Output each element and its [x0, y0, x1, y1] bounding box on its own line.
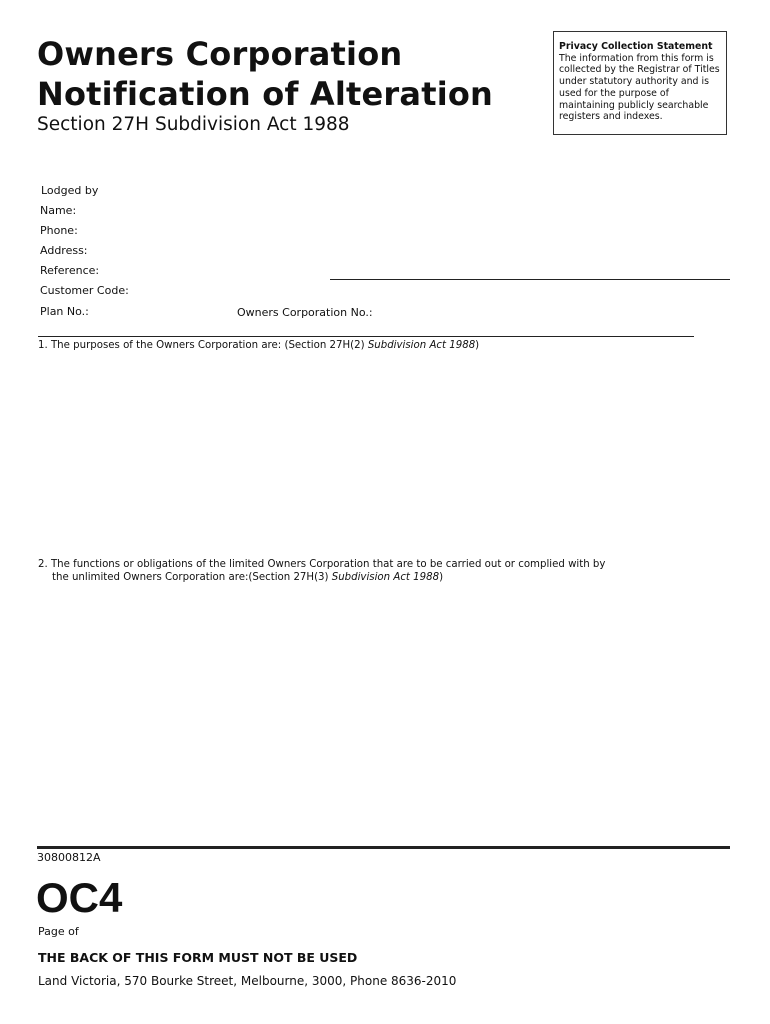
form-title-line1: Owners Corporation [37, 35, 403, 73]
question-2-act: Subdivision Act 1988 [331, 572, 440, 583]
plan-no-label: Plan No.: [40, 305, 89, 318]
customer-code-label: Customer Code: [40, 284, 129, 297]
lodged-by-heading: Lodged by [41, 184, 99, 197]
name-label: Name: [40, 204, 77, 217]
question-2-text: the unlimited Owners Corporation are:(Section 27H(3) [52, 572, 332, 583]
question-2-line2 [52, 571, 443, 584]
form-title-line2: Notification of Alteration [37, 75, 494, 113]
question-1 [38, 339, 479, 352]
privacy-statement-box [553, 31, 727, 135]
address-label: Address: [40, 244, 88, 257]
question-1-text: 1. The purposes of the Owners Corporation are: (Section 27H(2) [38, 340, 368, 351]
privacy-heading: Privacy Collection Statement [559, 41, 713, 52]
form-subtitle: Section 27H Subdivision Act 1988 [37, 114, 350, 135]
question-1-act: Subdivision Act 1988 [367, 340, 476, 351]
reference-label: Reference: [40, 264, 100, 277]
question-2-line1: 2. The functions or obligations of the limited Owners Corporation that are to be carried out or complied with by [38, 559, 606, 570]
phone-label: Phone: [40, 224, 78, 237]
owners-corporation-no-label: Owners Corporation No.: [237, 306, 373, 319]
form-code: 30800812A [37, 851, 101, 864]
land-victoria-address: Land Victoria, 570 Bourke Street, Melbourne, 3000, Phone 8636-2010 [38, 974, 457, 988]
privacy-body: The information from this form is collected by the Registrar of Titles under statutory authority and is used for the purpose of maintaining publicly searchable registers and indexes. [559, 52, 720, 123]
question-1-end: ) [475, 340, 480, 351]
plan-divider [38, 336, 694, 337]
form-id: OC4 [36, 874, 123, 921]
back-warning: THE BACK OF THIS FORM MUST NOT BE USED [38, 950, 358, 965]
page-of: Page of [38, 925, 79, 938]
lodged-divider [330, 279, 730, 280]
question-2-end: ) [439, 572, 444, 583]
footer-divider [37, 846, 730, 849]
